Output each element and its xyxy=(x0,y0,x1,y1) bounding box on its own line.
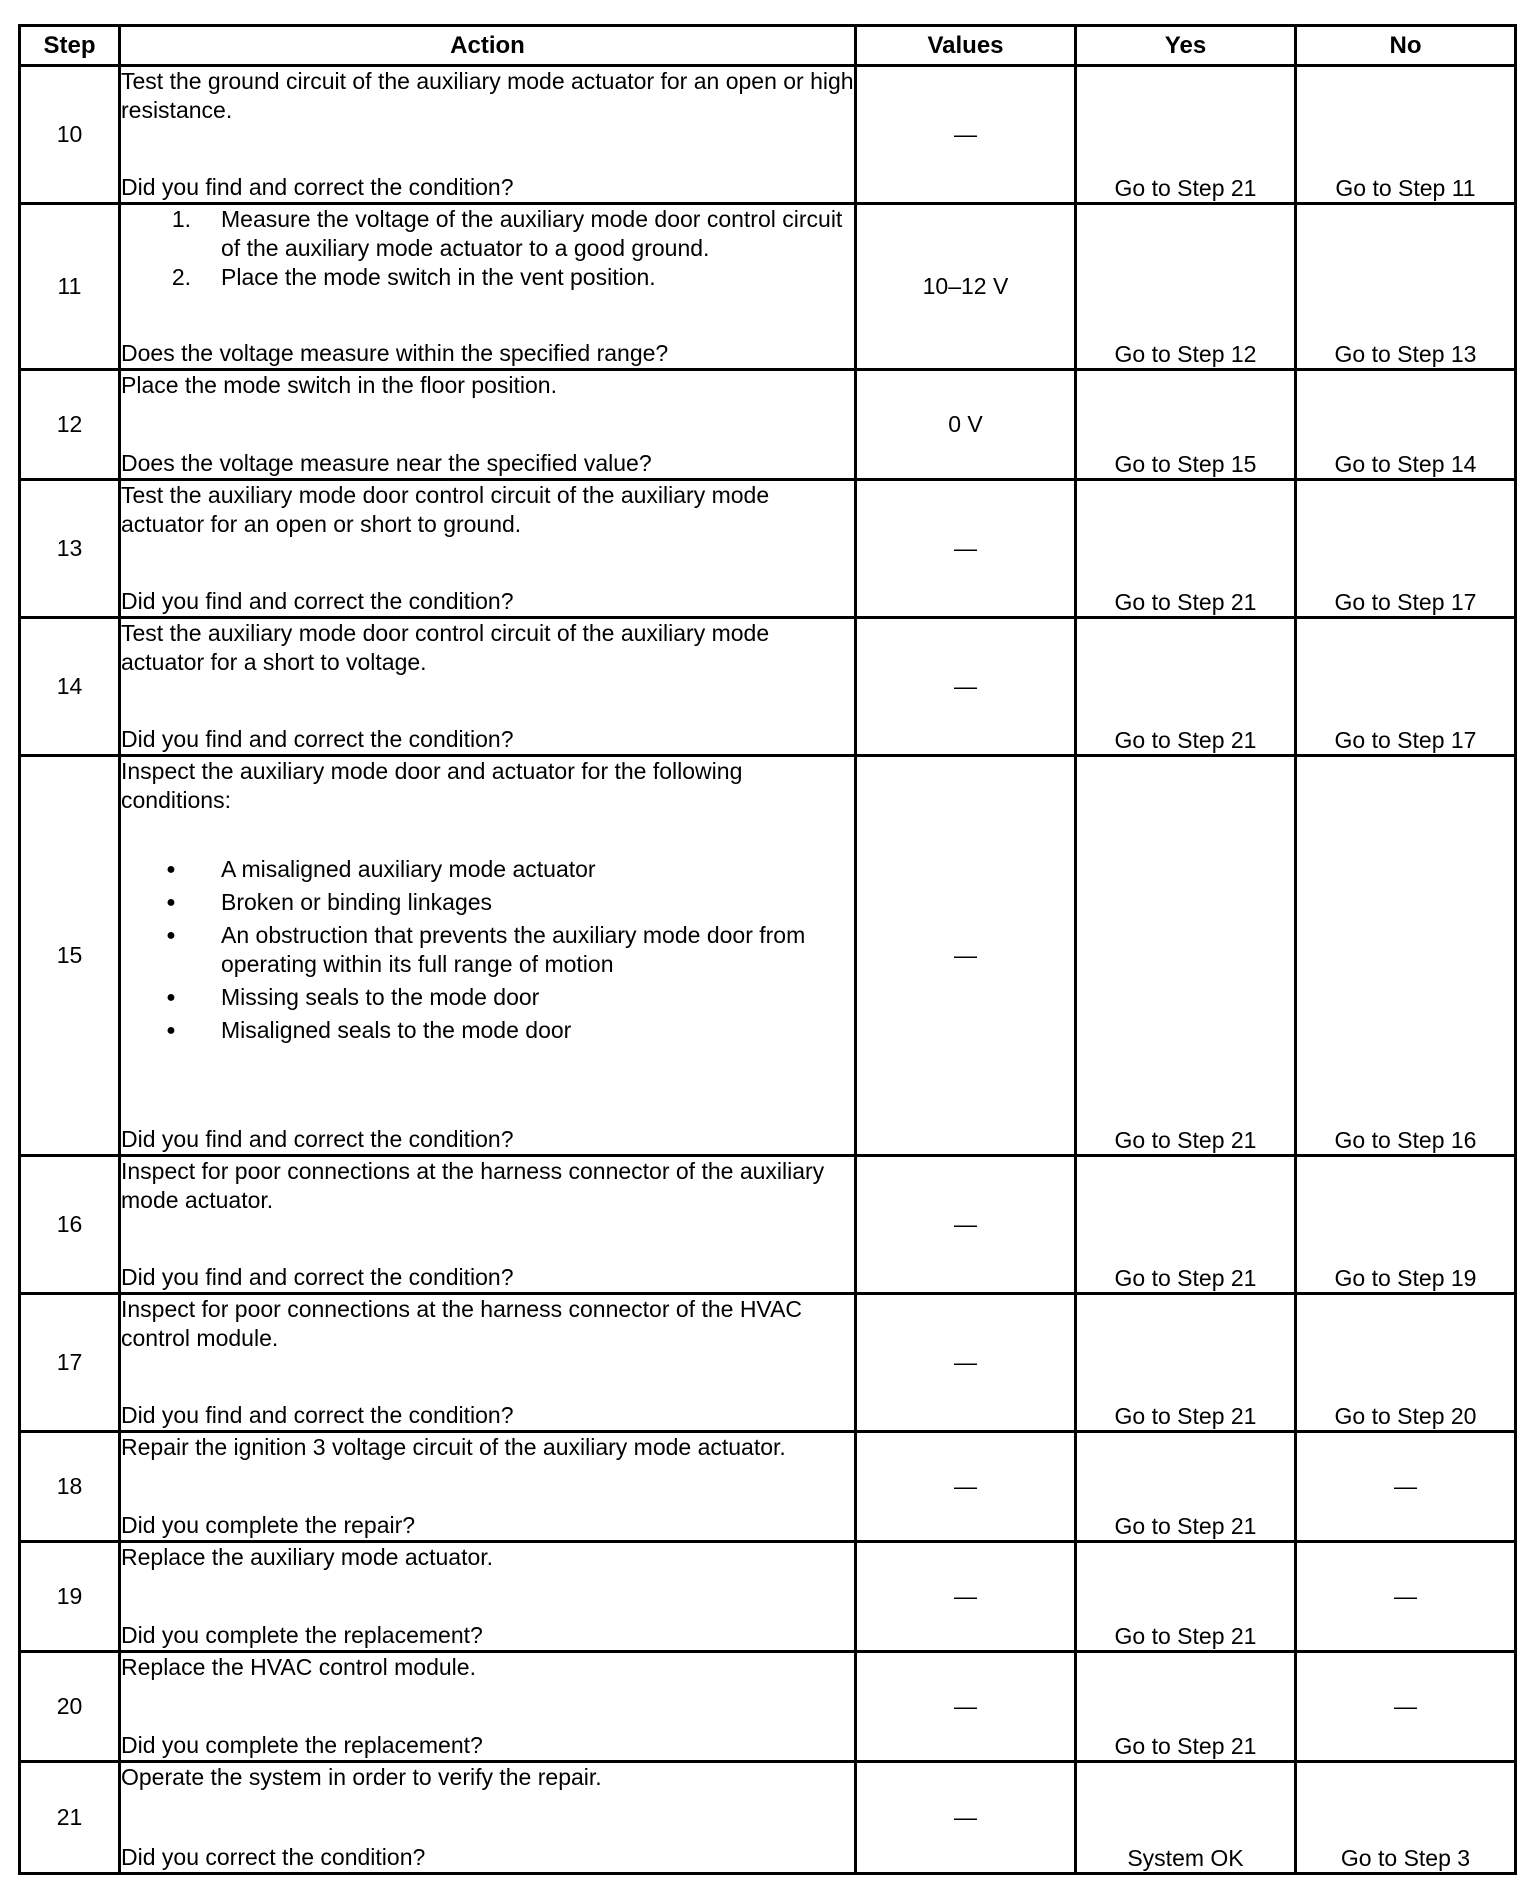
header-action: Action xyxy=(120,26,856,66)
action-text: Inspect for poor connections at the harness connector of the HVAC control module. xyxy=(121,1296,803,1351)
step-number: 11 xyxy=(20,204,120,370)
header-yes: Yes xyxy=(1076,26,1296,66)
header-step: Step xyxy=(20,26,120,66)
bullet-icon: ● xyxy=(166,861,176,878)
bullet-icon: ● xyxy=(166,989,176,1006)
action-text: Test the auxiliary mode door control circuit of the auxiliary mode actuator for a short to voltage. xyxy=(121,620,770,675)
action-text: Operate the system in order to verify the repair. xyxy=(121,1764,602,1790)
value-cell: — xyxy=(856,756,1076,1156)
table-row xyxy=(20,1762,1516,1874)
yes-cell: Go to Step 21 xyxy=(1076,1156,1296,1294)
bullet-icon: ● xyxy=(166,894,176,911)
action-question: Did you complete the repair? xyxy=(121,1512,416,1538)
action-cell xyxy=(120,480,856,618)
condition-text: Broken or binding linkages xyxy=(221,889,493,915)
action-cell xyxy=(120,1762,856,1874)
condition-text: A misaligned auxiliary mode actuator xyxy=(221,856,596,882)
condition-text: An obstruction that prevents the auxiliary mode door from operating within its full range of motion xyxy=(221,922,806,977)
action-question: Did you find and correct the condition? xyxy=(121,726,514,752)
list-item xyxy=(121,888,854,917)
no-cell: Go to Step 17 xyxy=(1296,480,1516,618)
bullet-icon: ● xyxy=(166,927,176,944)
action-cell xyxy=(120,1432,856,1542)
step-number: 20 xyxy=(20,1652,120,1762)
step-number: 13 xyxy=(20,480,120,618)
step-item-text: Measure the voltage of the auxiliary mode door control circuit of the auxiliary mode actuator to a good ground. xyxy=(221,206,843,261)
step-number: 10 xyxy=(20,66,120,204)
value-cell: — xyxy=(856,1432,1076,1542)
list-item xyxy=(121,983,854,1012)
value-cell: — xyxy=(856,618,1076,756)
action-text: Place the mode switch in the floor position. xyxy=(121,372,557,398)
list-item xyxy=(121,855,854,884)
yes-cell: Go to Step 21 xyxy=(1076,66,1296,204)
action-cell xyxy=(120,1652,856,1762)
action-text: Inspect the auxiliary mode door and actuator for the following conditions: xyxy=(121,758,743,813)
action-cell xyxy=(120,370,856,480)
no-cell: Go to Step 14 xyxy=(1296,370,1516,480)
table-row xyxy=(20,204,1516,370)
action-question: Does the voltage measure near the specified value? xyxy=(121,450,652,476)
action-question: Did you find and correct the condition? xyxy=(121,1402,514,1428)
action-cell xyxy=(120,756,856,1156)
action-question: Did you complete the replacement? xyxy=(121,1732,483,1758)
no-cell: Go to Step 16 xyxy=(1296,756,1516,1156)
no-cell: Go to Step 20 xyxy=(1296,1294,1516,1432)
action-cell xyxy=(120,1156,856,1294)
yes-cell: Go to Step 15 xyxy=(1076,370,1296,480)
action-question: Did you find and correct the condition? xyxy=(121,174,514,200)
yes-cell: Go to Step 21 xyxy=(1076,618,1296,756)
value-cell: — xyxy=(856,1294,1076,1432)
yes-cell: Go to Step 21 xyxy=(1076,756,1296,1156)
action-cell xyxy=(120,204,856,370)
action-question: Does the voltage measure within the specified range? xyxy=(121,340,669,366)
yes-cell: Go to Step 21 xyxy=(1076,1432,1296,1542)
action-question: Did you correct the condition? xyxy=(121,1844,426,1870)
action-text: Repair the ignition 3 voltage circuit of the auxiliary mode actuator. xyxy=(121,1434,786,1460)
step-number: 17 xyxy=(20,1294,120,1432)
list-item xyxy=(121,263,854,292)
step-number: 15 xyxy=(20,756,120,1156)
table-row xyxy=(20,1156,1516,1294)
value-cell: 0 V xyxy=(856,370,1076,480)
value-cell: — xyxy=(856,1542,1076,1652)
list-item xyxy=(121,1016,854,1045)
table-row xyxy=(20,66,1516,204)
table-row xyxy=(20,1652,1516,1762)
step-number: 19 xyxy=(20,1542,120,1652)
diagnostic-table xyxy=(18,24,1517,1875)
no-cell: Go to Step 3 xyxy=(1296,1762,1516,1874)
step-item-number: 1. xyxy=(171,206,191,232)
value-cell: 10–12 V xyxy=(856,204,1076,370)
step-item-number: 2. xyxy=(171,264,191,290)
no-cell: — xyxy=(1296,1432,1516,1542)
step-number: 16 xyxy=(20,1156,120,1294)
action-cell xyxy=(120,66,856,204)
table-row xyxy=(20,480,1516,618)
action-text: Test the auxiliary mode door control circuit of the auxiliary mode actuator for an open or short to ground. xyxy=(121,482,770,537)
step-number: 12 xyxy=(20,370,120,480)
table-row xyxy=(20,370,1516,480)
action-cell xyxy=(120,1542,856,1652)
table-row xyxy=(20,618,1516,756)
yes-cell: Go to Step 21 xyxy=(1076,1652,1296,1762)
condition-text: Misaligned seals to the mode door xyxy=(221,1017,572,1043)
condition-text: Missing seals to the mode door xyxy=(221,984,540,1010)
action-cell xyxy=(120,1294,856,1432)
yes-cell: System OK xyxy=(1076,1762,1296,1874)
action-cell xyxy=(120,618,856,756)
list-item xyxy=(121,205,854,263)
bullet-icon: ● xyxy=(166,1022,176,1039)
table-row xyxy=(20,1294,1516,1432)
header-values: Values xyxy=(856,26,1076,66)
no-cell: Go to Step 13 xyxy=(1296,204,1516,370)
no-cell: — xyxy=(1296,1542,1516,1652)
no-cell: — xyxy=(1296,1652,1516,1762)
value-cell: — xyxy=(856,480,1076,618)
table-row xyxy=(20,1542,1516,1652)
value-cell: — xyxy=(856,1762,1076,1874)
action-steps-list xyxy=(121,205,854,292)
step-number: 14 xyxy=(20,618,120,756)
yes-cell: Go to Step 21 xyxy=(1076,480,1296,618)
action-question: Did you complete the replacement? xyxy=(121,1622,483,1648)
value-cell: — xyxy=(856,66,1076,204)
table-row xyxy=(20,756,1516,1156)
no-cell: Go to Step 17 xyxy=(1296,618,1516,756)
action-text: Replace the auxiliary mode actuator. xyxy=(121,1544,494,1570)
header-no: No xyxy=(1296,26,1516,66)
yes-cell: Go to Step 21 xyxy=(1076,1294,1296,1432)
action-question: Did you find and correct the condition? xyxy=(121,588,514,614)
action-text: Replace the HVAC control module. xyxy=(121,1654,476,1680)
action-question: Did you find and correct the condition? xyxy=(121,1126,514,1152)
step-number: 21 xyxy=(20,1762,120,1874)
action-text: Inspect for poor connections at the harness connector of the auxiliary mode actuator. xyxy=(121,1158,825,1213)
value-cell: — xyxy=(856,1156,1076,1294)
yes-cell: Go to Step 12 xyxy=(1076,204,1296,370)
action-question: Did you find and correct the condition? xyxy=(121,1264,514,1290)
conditions-list xyxy=(121,855,854,1049)
list-item xyxy=(121,921,854,979)
step-number: 18 xyxy=(20,1432,120,1542)
table-row xyxy=(20,1432,1516,1542)
yes-cell: Go to Step 21 xyxy=(1076,1542,1296,1652)
step-item-text: Place the mode switch in the vent position. xyxy=(221,264,656,290)
action-text: Test the ground circuit of the auxiliary mode actuator for an open or high resistance. xyxy=(121,68,854,123)
value-cell: — xyxy=(856,1652,1076,1762)
no-cell: Go to Step 11 xyxy=(1296,66,1516,204)
no-cell: Go to Step 19 xyxy=(1296,1156,1516,1294)
header-row xyxy=(20,26,1516,66)
